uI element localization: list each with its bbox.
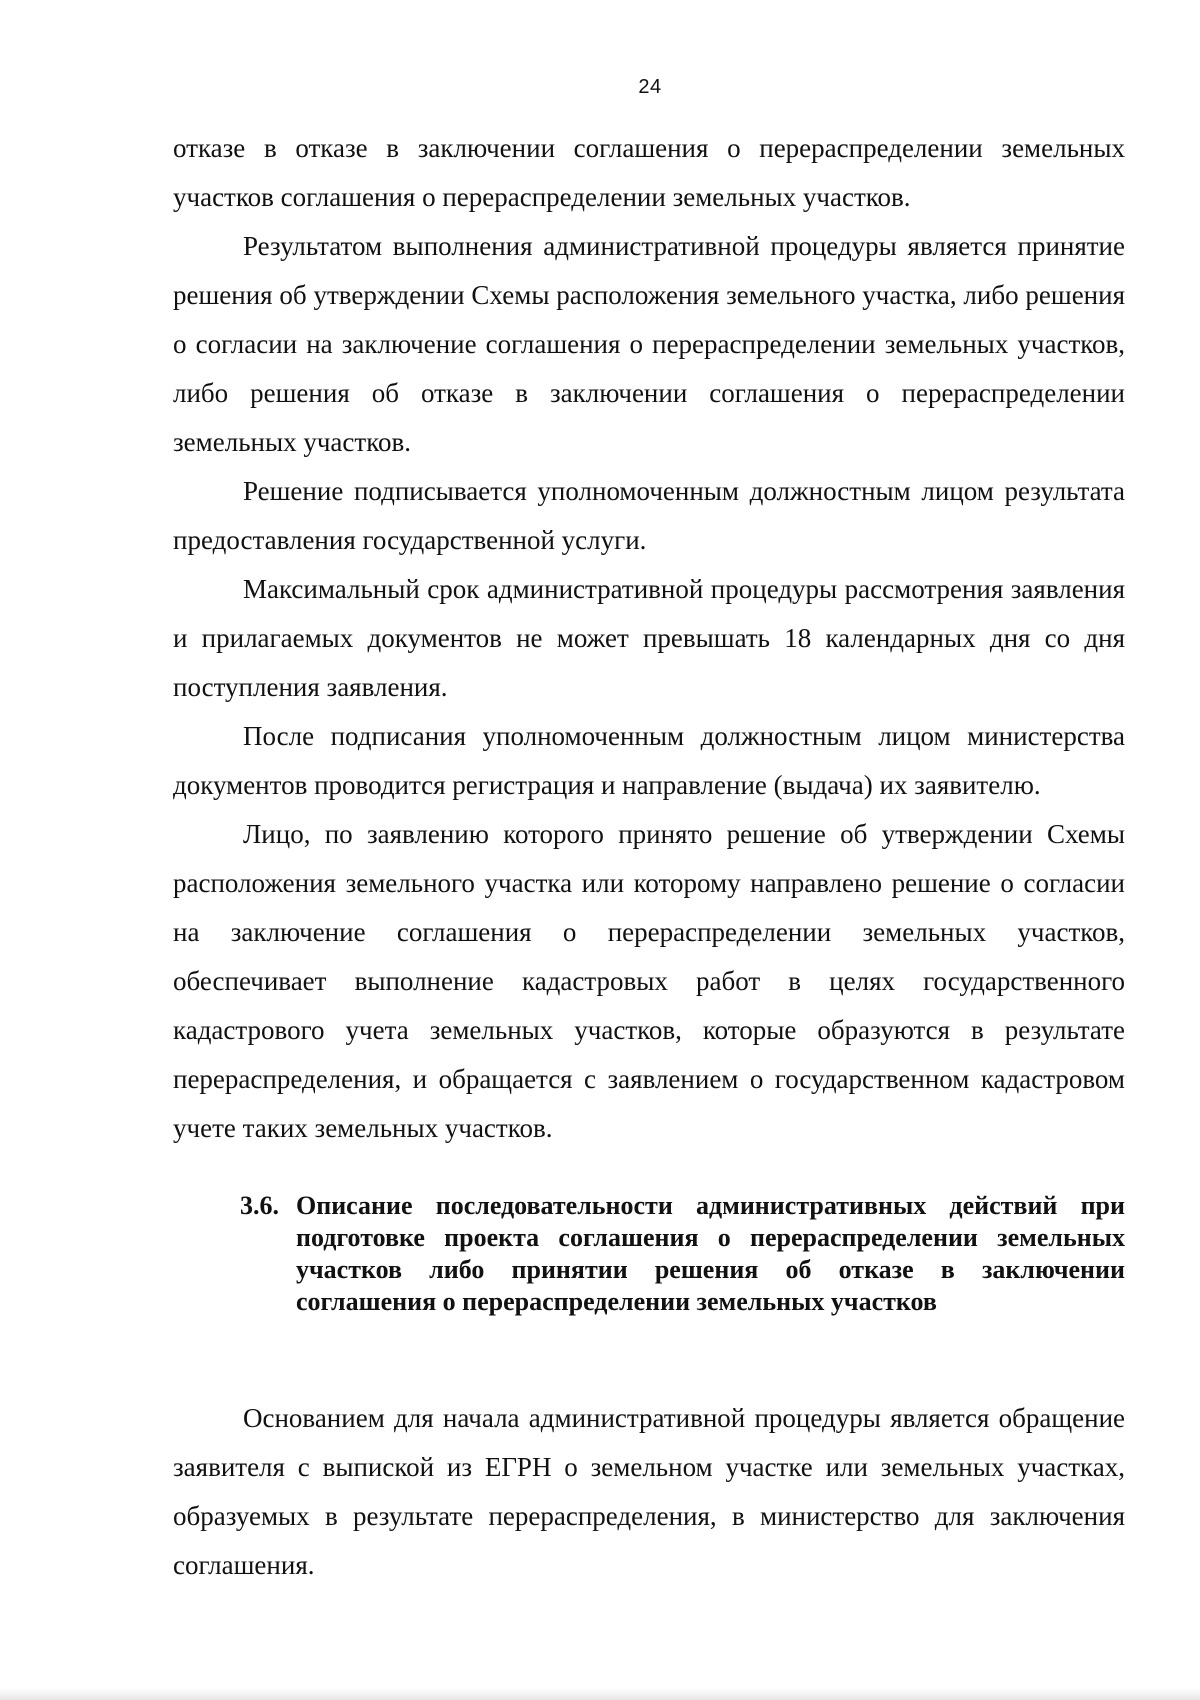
paragraph-signing: Решение подписывается уполномоченным должностным лицом результата предоставления государственной услуги. bbox=[173, 476, 1125, 555]
scan-bottom-edge bbox=[0, 1688, 1200, 1700]
page-number: 24 bbox=[638, 76, 662, 98]
section-number: 3.6. bbox=[240, 1191, 279, 1220]
section-title: Описание последовательности административных действий при подготовке проекта соглашения о перераспределении земельных участков либо принятии решения об отказе в заключении соглашения о перераспределении земельных участков bbox=[296, 1191, 1125, 1316]
paragraph-result: Результатом выполнения административной процедуры является принятие решения об утверждении Схемы расположения земельного участка, либо решения о согласии на заключение соглашения о перераспределении земельных участков, либо решения об отказе в заключении соглашения о перераспределении земельных участков. bbox=[173, 231, 1125, 457]
paragraph-deadline: Максимальный срок административной процедуры рассмотрения заявления и прилагаемых документов не может превышать 18 календарных дня со дня поступления заявления. bbox=[173, 574, 1125, 702]
body-text-section-1 bbox=[173, 124, 1125, 1153]
body-text-section-2 bbox=[173, 1394, 1125, 1590]
paragraph-basis: Основанием для начала административной процедуры является обращение заявителя с выпиской из ЕГРН о земельном участке или земельных участках, образуемых в результате перераспределения, в министерство для заключения соглашения. bbox=[173, 1403, 1125, 1580]
paragraph-cadastral: Лицо, по заявлению которого принято решение об утверждении Схемы расположения земельного участка или которому направлено решение о согласии на заключение соглашения о перераспределении земельных участков, обеспечивает выполнение кадастровых работ в целях государственного кадастрового учета земельных участков, которые образуются в результате перераспределения, и обращается с заявлением о государственном кадастровом учете таких земельных участков. bbox=[173, 819, 1125, 1143]
section-heading bbox=[240, 1190, 1125, 1318]
paragraph-continuation: отказе в отказе в заключении соглашения о перераспределении земельных участков соглашения о перераспределении земельных участков. bbox=[173, 133, 1125, 212]
paragraph-registration: После подписания уполномоченным должностным лицом министерства документов проводится регистрация и направление (выдача) их заявителю. bbox=[173, 721, 1125, 800]
